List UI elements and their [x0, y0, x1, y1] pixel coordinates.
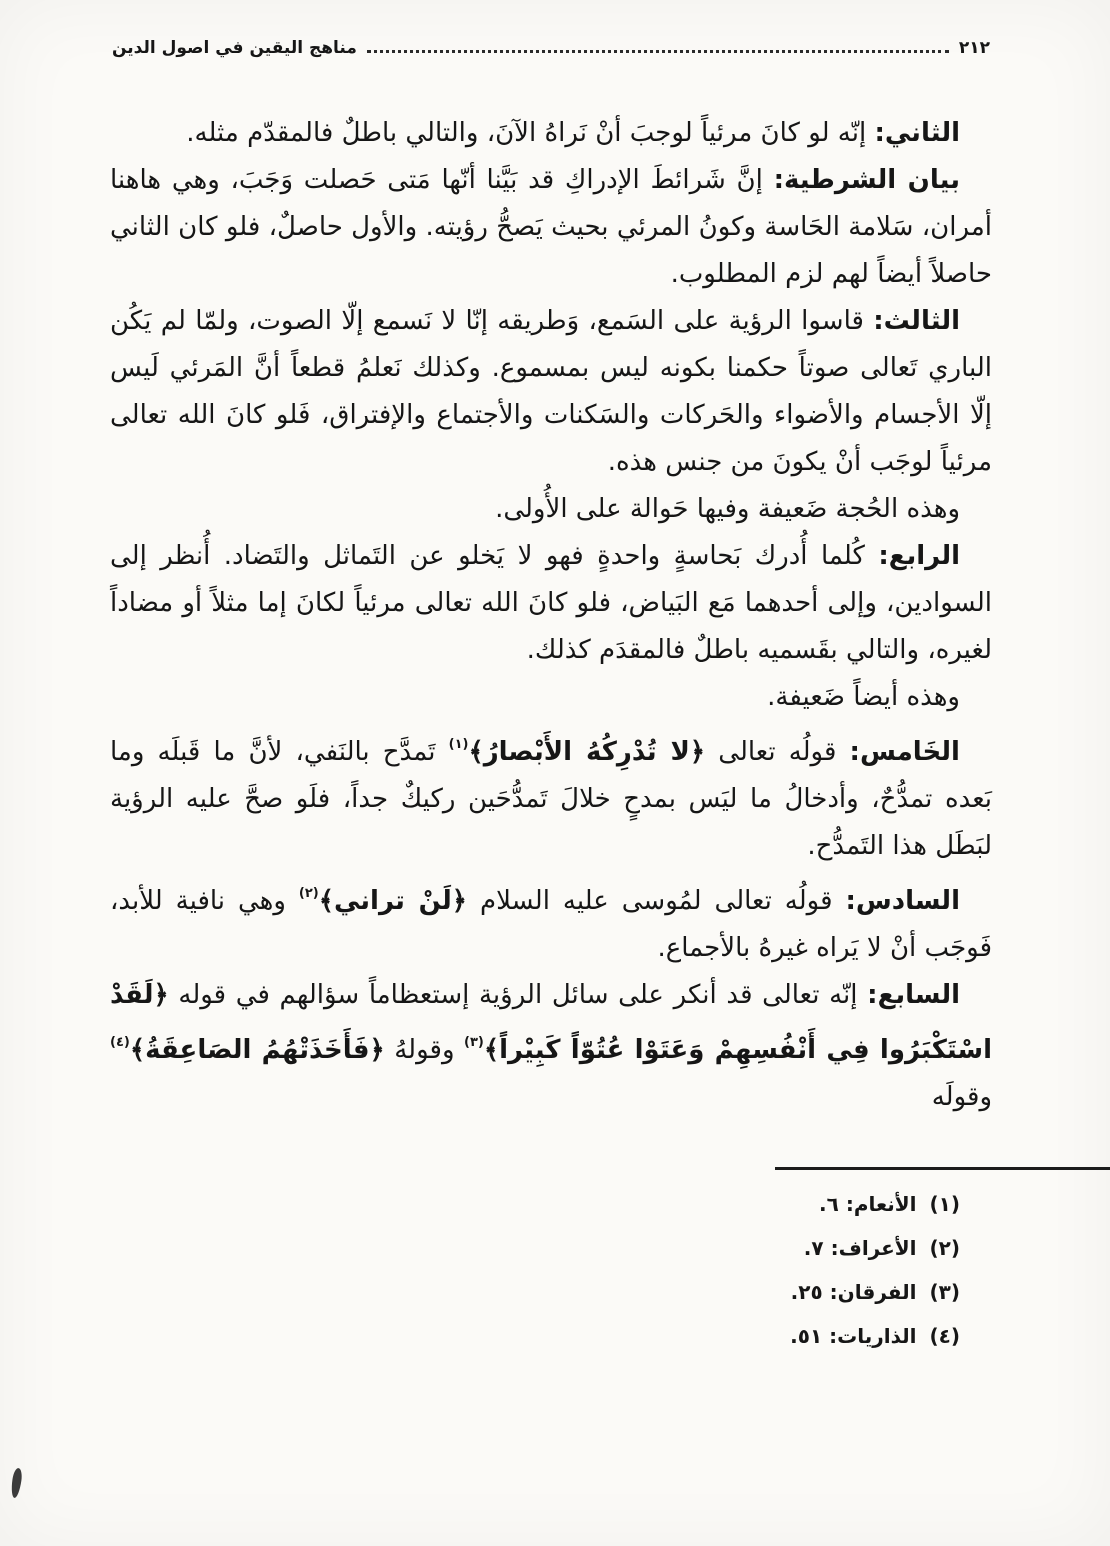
- book-title: مناهج اليقين في اصول الدين: [112, 38, 357, 58]
- paragraph-lead: الخَامس:: [849, 737, 960, 767]
- paragraph-text: وهي نافية للأبد، فَوجَب أنْ لا يَراه غيرهُ بالأجماع.: [110, 886, 992, 963]
- paragraph: [110, 870, 992, 972]
- paragraph-lead: بيان الشرطية:: [773, 165, 960, 195]
- paragraph-text: إنّه تعالى قد أنكر على سائل الرؤية إستعظاماً سؤالهم في قوله: [168, 980, 868, 1010]
- footnote-number: (١): [929, 1192, 960, 1216]
- paragraph: [110, 486, 992, 533]
- quran-quote: ﴿لَنْ تراني﴾: [318, 886, 468, 916]
- scan-artifact-mark: [10, 1468, 23, 1499]
- paragraph-text: وقولهُ: [384, 1035, 464, 1065]
- paragraph: [110, 674, 992, 721]
- footnote: [0, 1270, 960, 1314]
- paragraph-text: إنّه لو كانَ مرئياً لوجبَ أنْ نَراهُ الآنَ، والتالي باطلٌ فالمقدّم مثله.: [186, 118, 875, 148]
- leader-dots: [367, 49, 949, 53]
- paragraph-text: تَمدَّح بالنَفي، لأنَّ ما قَبلَه وما بَعده تمدُّحٌ، وأدخالُ ما ليَس بمدحٍ خلالَ تَمدُّحَين ركيكٌ جداً، فلَو صحَّ عليه الرؤية لبَطَل هذا التَمدُّح.: [110, 737, 992, 861]
- footnotes-list: [0, 1182, 1110, 1358]
- paragraph: [110, 110, 992, 157]
- paragraph-lead: الرابع:: [878, 541, 960, 571]
- paragraph-lead: السادس:: [845, 886, 960, 916]
- quran-quote: ﴿لَقَدْ اسْتَكْبَرُوا فِي أَنْفُسِهِمْ وَعَتَوْا عُتُوّاً كَبِيْراً﴾: [110, 980, 992, 1065]
- footnote-ref: (٣): [464, 1035, 484, 1050]
- paragraph-lead: السابع:: [867, 980, 960, 1010]
- footnote-ref: (٢): [298, 886, 319, 901]
- paragraph: [110, 298, 992, 486]
- footnote-number: (٣): [929, 1280, 960, 1304]
- paragraph-text: قولُه تعالى لمُوسى عليه السلام: [467, 886, 846, 916]
- footnote: [0, 1314, 960, 1358]
- footnote-text: الأعراف: ٧.: [803, 1236, 924, 1260]
- paragraph-lead: الثالث:: [873, 306, 960, 336]
- footnote-text: الأنعام: ٦.: [819, 1192, 924, 1216]
- paragraph-text: وهذه أيضاً ضَعيفة.: [767, 682, 960, 712]
- paragraph-text: قولُه تعالى: [705, 737, 850, 767]
- footnote-text: الذاريات: ٥١.: [790, 1324, 924, 1348]
- quran-quote: ﴿لا تُدْرِكُهُ الأَبْصارُ﴾: [468, 737, 706, 767]
- body-text: [110, 110, 992, 1121]
- paragraph-text: كُلما أُدرك بَحاسةٍ واحدةٍ فهو لا يَخلو عن التَماثل والتَضاد. أُنظر إلى السوادين، وإلى أحدهما مَع البَياض، فلو كانَ الله تعالى مرئياً لكانَ إما مثلاً أو مضاداً لغيره، والتالي بقَسميه باطلٌ فالمقدَم كذلك.: [110, 541, 992, 665]
- footnote-ref: (١): [448, 737, 469, 752]
- paragraph-text: وقولَه: [931, 1082, 992, 1112]
- paragraph-text: قاسوا الرؤية على السَمع، وَطريقه إنّا لا نَسمع إلّا الصوت، ولمّا لم يَكُن الباري تَعالى صوتاً حكمنا بكونه ليس بمسموع. وكذلك نَعلمُ قطعاً أنَّ المَرئي لَيس إلّا الأجسام والأضواء والحَركات والسَكنات والأجتماع والإفتراق، فَلو كانَ الله تعالى مرئياً لوجَب أنْ يكونَ من جنس هذه.: [110, 306, 992, 477]
- paragraph-text: إنَّ شَرائطَ الإدراكِ قد بَيَّنا أنّها مَتى حَصلت وَجَبَ، وهي هاهنا أمران، سَلامة الحَاسة وكونُ المرئي بحيث يَصحُّ رؤيته. والأول حاصلٌ، فلو كان الثاني حاصلاً أيضاً لهم لزم المطلوب.: [110, 165, 992, 289]
- paragraph: [110, 972, 992, 1121]
- footnote-text: الفرقان: ٢٥.: [790, 1280, 924, 1304]
- footnote-ref: (٤): [110, 1035, 130, 1050]
- paragraph: [110, 157, 992, 298]
- footnote-number: (٤): [929, 1324, 960, 1348]
- footnote-number: (٢): [929, 1236, 960, 1260]
- paragraph-lead: الثاني:: [874, 118, 960, 148]
- quran-quote: ﴿فَأَخَذَتْهُمُ الصَاعِقَةُ﴾: [129, 1035, 385, 1065]
- page-number: ٢١٢: [958, 38, 990, 58]
- footnote-separator: [775, 1167, 1110, 1170]
- footnote: [0, 1226, 960, 1270]
- footnote: [0, 1182, 960, 1226]
- paragraph: [110, 533, 992, 674]
- page-header: [0, 0, 1110, 58]
- paragraph: [110, 721, 992, 870]
- paragraph-text: وهذه الحُجة ضَعيفة وفيها حَوالة على الأُولى.: [495, 494, 960, 524]
